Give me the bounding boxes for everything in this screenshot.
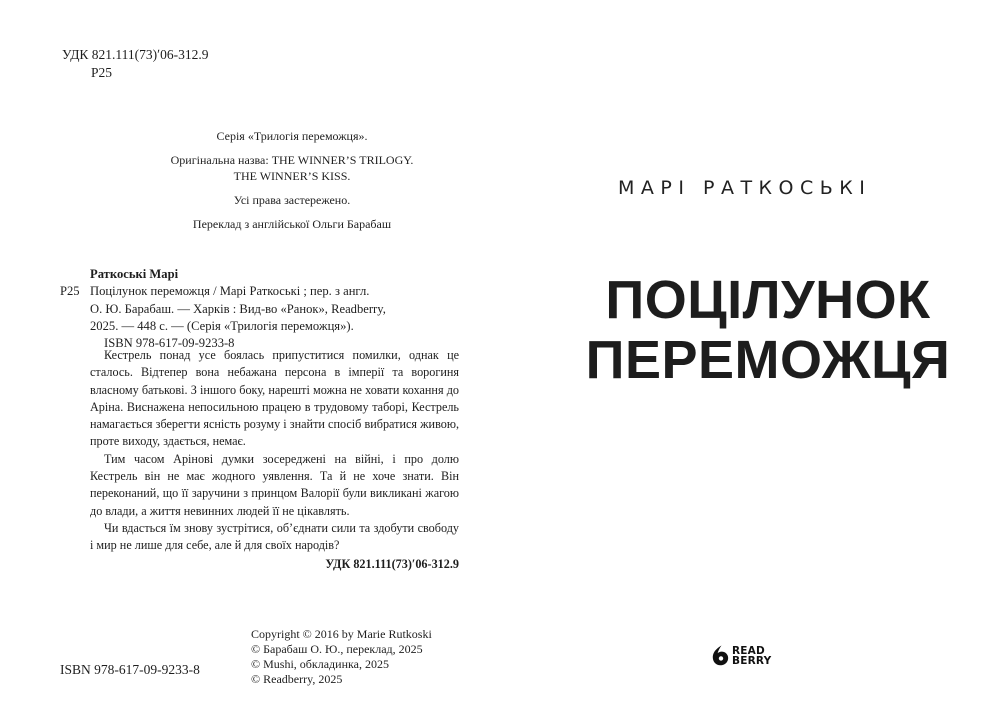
book-title-line-1: ПОЦІЛУНОК bbox=[605, 270, 931, 330]
logo-text-line-1: READ bbox=[732, 644, 765, 657]
record-description-line-3: 2025. — 448 с. — (Серія «Трилогія переможця»). bbox=[90, 318, 354, 333]
book-title-line-2: ПЕРЕМОЖЦЯ bbox=[585, 330, 951, 390]
copyright-line-4: © Readberry, 2025 bbox=[251, 672, 343, 686]
annotation-paragraph-2: Тим часом Арінові думки зосереджені на війні, і про долю Кестрель він не має жодного уявлення. Та й не хоче знати. Він переконаний, що її заручини з принцом Валорії були викликані жагою до влади, а життя невинних людей її не цікавлять. bbox=[90, 451, 459, 518]
series-info-block bbox=[120, 128, 464, 240]
copyright-block bbox=[251, 627, 432, 687]
readberry-logo-icon bbox=[712, 645, 729, 666]
translation-line: Переклад з англійської Ольги Барабаш bbox=[192, 217, 392, 231]
record-isbn: ISBN 978-617-09-9233-8 bbox=[104, 336, 235, 351]
publisher-logo bbox=[712, 645, 771, 666]
rights-line: Усі права застережено. bbox=[233, 193, 351, 207]
copyright-line-3: © Mushi, обкладинка, 2025 bbox=[251, 657, 389, 671]
original-title-line-1: Оригінальна назва: THE WINNER’S TRILOGY. bbox=[170, 153, 414, 167]
annotation-paragraph-1: Кестрель понад усе боялась припуститися помилки, однак це сталось. Відтепер вона небажана персона в імперії та ворогиня власному батькові. З іншого боку, нарешті можна не ховати кохання до Аріна. Виснажена непосильною працею в трудовому таборі, Кестрель намагається зберегти ясність розуму і знайти спосіб вибратися живою, проте виходу, здається, немає. bbox=[90, 348, 459, 449]
udk-code: УДК 821.111(73)ʹ06-312.9 bbox=[62, 47, 209, 62]
udk-classification-top bbox=[62, 46, 208, 82]
bibliographic-record bbox=[60, 266, 460, 352]
record-description-line-2: О. Ю. Барабаш. — Харків : Вид-во «Ранок», Readberry, bbox=[90, 301, 386, 316]
copyright-line-1: Copyright © 2016 by Marie Rutkoski bbox=[251, 627, 432, 641]
original-title-line-2: THE WINNER’S KISS. bbox=[233, 169, 351, 183]
right-page-title bbox=[500, 0, 1000, 723]
book-title bbox=[578, 270, 958, 390]
annotation-udk: УДК 821.111(73)ʹ06-312.9 bbox=[325, 556, 459, 571]
publisher-logo-text bbox=[732, 646, 771, 666]
author-mark: Р25 bbox=[91, 65, 113, 80]
record-author-mark: Р25 bbox=[60, 284, 80, 299]
author-name: МАРІ РАТКОСЬКІ bbox=[618, 177, 872, 199]
record-description-line-1: Поцілунок переможця / Марі Раткоські ; пер. з англ. bbox=[90, 284, 370, 299]
isbn-bottom: ISBN 978-617-09-9233-8 bbox=[60, 662, 200, 677]
annotation-paragraph-3: Чи вдасться їм знову зустрітися, об’єднати сили та здобути свободу і мир не лише для себе, але й для своїх народів? bbox=[90, 520, 459, 553]
book-annotation bbox=[90, 347, 459, 573]
copyright-line-2: © Барабаш О. Ю., переклад, 2025 bbox=[251, 642, 423, 656]
logo-text-line-2: BERRY bbox=[732, 654, 772, 667]
record-author: Раткоські Марі bbox=[90, 267, 179, 281]
series-line: Серія «Трилогія переможця». bbox=[216, 129, 368, 143]
